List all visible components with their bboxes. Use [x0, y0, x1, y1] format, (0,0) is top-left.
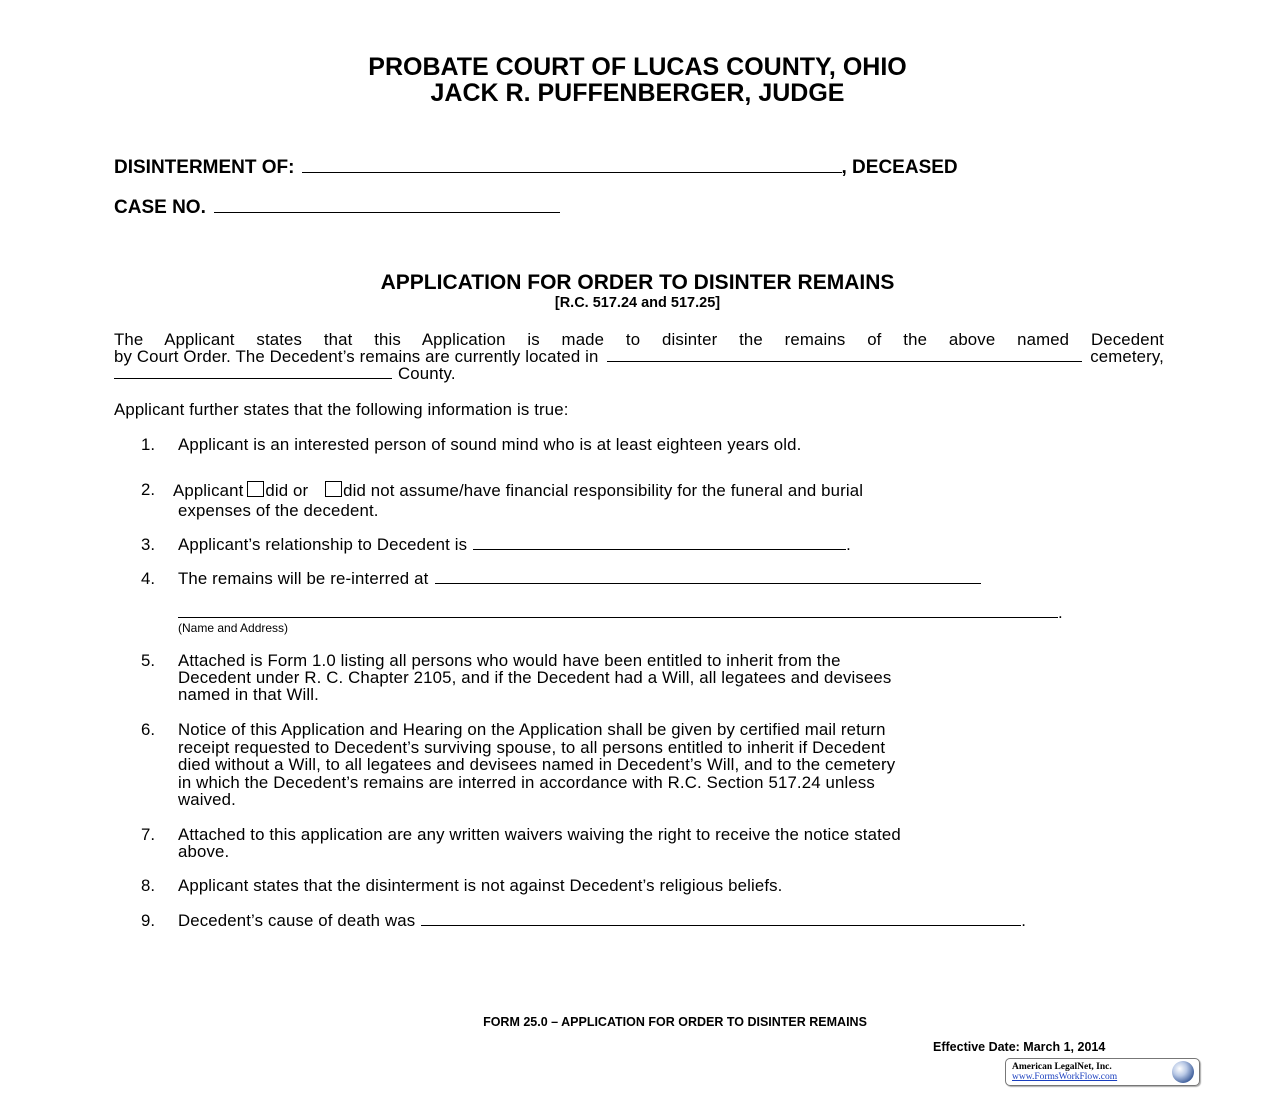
item-2-text: Applicant [173, 481, 244, 500]
item-5-line-2: Decedent under R. C. Chapter 2105, and if the Decedent had a Will, all legatees and devisees [178, 668, 892, 687]
judge-name: JACK R. PUFFENBERGER, JUDGE [430, 79, 845, 107]
did-option-label: did or [265, 481, 309, 500]
case-number-field[interactable] [214, 196, 560, 213]
item-9-text: Decedent’s cause of death was [178, 911, 416, 930]
item-4-address-line: . [178, 604, 1153, 622]
item-number: 2. [141, 480, 155, 499]
logo-url-link[interactable]: www.FormsWorkFlow.com [1012, 1072, 1118, 1082]
name-address-field[interactable] [178, 604, 1058, 618]
form-title: APPLICATION FOR ORDER TO DISINTER REMAINS [380, 271, 895, 294]
relationship-field[interactable] [473, 536, 846, 550]
name-address-caption: (Name and Address) [178, 621, 289, 635]
item-number: 9. [141, 911, 155, 930]
item-6-line-3: died without a Will, to all legatees and devisees named in Decedent’s Will, and to the cemetery [178, 755, 896, 774]
intro-line-1: The Applicant states that this Application is made to disinter the remains of the above named Decedent [114, 330, 1164, 349]
american-legalnet-logo[interactable] [1005, 1058, 1200, 1086]
item-number: 6. [141, 720, 155, 739]
item-7-line-2: above. [178, 842, 230, 861]
intro-line-2-suffix: cemetery, [1090, 347, 1164, 366]
item-number: 4. [141, 569, 155, 588]
cemetery-field[interactable] [607, 348, 1083, 362]
globe-icon [1172, 1061, 1194, 1083]
item-2-line-2: expenses of the decedent. [178, 501, 379, 520]
court-name: PROBATE COURT OF LUCAS COUNTY, OHIO [368, 53, 907, 81]
further-statement: Applicant further states that the following information is true: [114, 400, 569, 419]
did-not-option-label: did not assume/have financial responsibility for the funeral and burial [343, 481, 864, 500]
item-9-line: Decedent’s cause of death was . [178, 911, 1027, 930]
item-number: 7. [141, 825, 155, 844]
intro-line-3 [114, 365, 1164, 383]
item-6-line-5: waived. [178, 790, 236, 809]
effective-date: Effective Date: March 1, 2014 [933, 1040, 1106, 1054]
statute-reference: [R.C. 517.24 and 517.25] [554, 295, 721, 311]
case-number-label: CASE NO. [114, 197, 206, 218]
intro-line-2-text: by Court Order. The Decedent’s remains are currently located in [114, 347, 599, 366]
did-not-checkbox[interactable] [325, 481, 342, 497]
item-6-line-4: in which the Decedent’s remains are interred in accordance with R.C. Section 517.24 unless [178, 773, 875, 792]
item-5-line-3: named in that Will. [178, 685, 319, 704]
disinterment-row [114, 156, 958, 179]
item-3-line: Applicant’s relationship to Decedent is . [178, 535, 851, 554]
item-number: 8. [141, 876, 155, 895]
deceased-suffix: , DECEASED [841, 157, 958, 178]
item-number: 3. [141, 535, 155, 554]
item-7-line-1: Attached to this application are any written waivers waiving the right to receive the notice stated [178, 825, 901, 844]
case-number-row [114, 196, 560, 219]
county-field[interactable] [114, 365, 392, 379]
item-number: 5. [141, 651, 155, 670]
form-footer-id: FORM 25.0 – APPLICATION FOR ORDER TO DISINTER REMAINS [483, 1015, 867, 1029]
disinterment-label: DISINTERMENT OF: [114, 157, 295, 178]
logo-company-name: American LegalNet, Inc. [1012, 1062, 1112, 1072]
item-6-line-2: receipt requested to Decedent’s surviving spouse, to all persons entitled to inherit if Decedent [178, 738, 886, 757]
item-4-line [178, 570, 1153, 588]
court-header [0, 54, 1275, 106]
item-number: 1. [141, 435, 155, 454]
intro-line-3-text: County. [398, 364, 456, 383]
item-5-line-1: Attached is Form 1.0 listing all persons who would have been entitled to inherit from the [178, 651, 841, 670]
decedent-name-field[interactable] [302, 156, 842, 173]
item-2-line-1 [173, 481, 1148, 500]
item-1-text: Applicant is an interested person of sound mind who is at least eighteen years old. [178, 435, 802, 454]
cause-of-death-field[interactable] [421, 912, 1021, 926]
item-8-text: Applicant states that the disinterment is not against Decedent’s religious beliefs. [178, 876, 783, 895]
item-3-text: Applicant’s relationship to Decedent is [178, 535, 468, 554]
item-6-line-1: Notice of this Application and Hearing on the Application shall be given by certified mail return [178, 720, 886, 739]
did-checkbox[interactable] [247, 481, 264, 497]
intro-line-2 [114, 348, 1164, 366]
reinterment-location-field[interactable] [435, 570, 981, 584]
item-4-text: The remains will be re-interred at [178, 569, 429, 588]
